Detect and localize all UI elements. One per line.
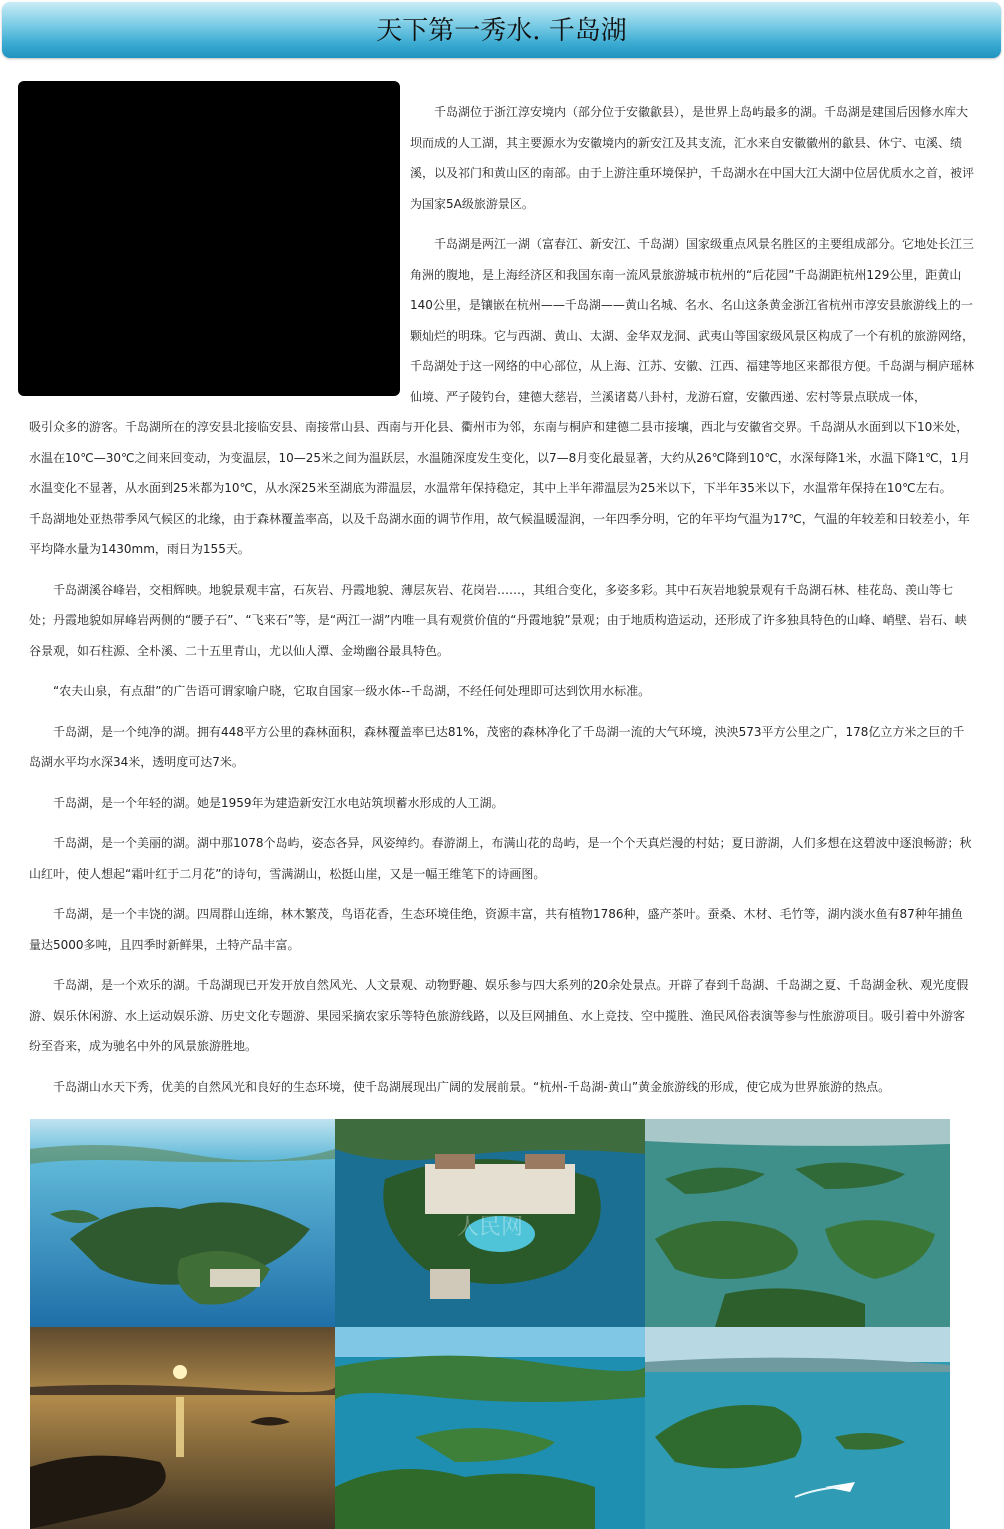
paragraph-landscape: 千岛湖溪谷峰岩，交相辉映。地貌景观丰富，石灰岩、丹霞地貌、薄层灰岩、花岗岩……，其组合变化，多姿多彩。其中石灰岩地貌景观有千岛湖石林、桂花岛、羡山等七处；丹霞地貌如屏峰岩两侧的“腰子石”、“飞来石”等，是“两江一湖”内唯一具有观赏价值的“丹霞地貌”景观；由于地质构造运动，还形成了许多独具特色的山峰、峭壁、岩石、峡谷景观，如石柱源、全朴溪、二十五里青山，尤以仙人潭、金坳幽谷最具特色。 [29,582,967,658]
page-header [2,2,1001,58]
paragraph-future: 千岛湖山水天下秀，优美的自然风光和良好的生态环境，使千岛湖展现出广阔的发展前景。“杭州-千岛湖-黄山”黄金旅游线的形成，使它成为世界旅游的热点。 [53,1079,891,1094]
photo-lake-with-trees [335,1327,645,1529]
paragraph-water: “农夫山泉，有点甜”的广告语可谓家喻户晓，它取自国家一级水体--千岛湖，不经任何处理即可达到饮用水标准。 [53,684,651,698]
photo-gallery [30,1119,950,1529]
paragraph-intro: 千岛湖位于浙江淳安境内（部分位于安徽歙县），是世界上岛屿最多的湖。千岛湖是建国后因修水库大坝而成的人工湖，其主要源水为安徽境内的新安江及其支流，汇水来自安徽徽州的歙县、休宁、屯溪、绩溪，以及祁门和黄山区的南部。由于上游注重环境保护，千岛湖水在中国大江大湖中位居优质水之首，被评为国家5A级旅游景区。 [410,105,975,211]
photo-green-islands [645,1119,950,1327]
wrapped-text-block [410,97,974,412]
photo-aerial-islands [30,1119,335,1327]
page-title: 天下第一秀水. 千岛湖 [376,16,627,46]
paragraph-climate: 吸引众多的游客。千岛湖所在的淳安县北接临安县、南接常山县、西南与开化县、衢州市为邻，东南与桐庐和建德二县市接壤，西北与安徽省交界。千岛湖从水面到以下10米处，水温在10℃—30℃之间来回变动，为变温层，10—25米之间为温跃层，水温随深度发生变化，以7—8月变化最显著，大约从26℃降到10℃，水深每降1米，水温下降1℃，1月水温变化不显著，从水面到25米都为10℃，从水深25米至湖底为滞温层，水温常年保持稳定，其中上半年滞温层为25米以下，下半年35米以下，水温常年保持在10℃左右。 千岛湖地处亚热带季风气候区的北缘，由于森林覆盖率高，以及千岛湖水面的调节作用，故气候温暖湿润，一年四季分明，它的年平均气温为17℃，气温的年较差和日较差小，年平均降水量为1430mm，雨日为155天。 [29,420,971,556]
paragraph-young: 千岛湖，是一个年轻的湖。她是1959年为建造新安江水电站筑坝蓄水形成的人工湖。 [53,795,504,810]
paragraph-rich: 千岛湖，是一个丰饶的湖。四周群山连绵，林木繁茂，鸟语花香，生态环境佳绝，资源丰富，共有植物1786种，盛产茶叶。蚕桑、木材、毛竹等，湖内淡水鱼有87种年捕鱼量达5000多吨，且四季时新鲜果，土特产品丰富。 [29,907,963,952]
article-body [29,97,974,1112]
paragraph-location: 千岛湖是两江一湖（富春江、新安江、千岛湖）国家级重点风景名胜区的主要组成部分。它地处长江三角洲的腹地，是上海经济区和我国东南一流风景旅游城市杭州的“后花园”千岛湖距杭州129公里，距黄山140公里，是镶嵌在杭州——千岛湖——黄山名城、名水、名山这条黄金浙江省杭州市淳安县旅游线上的一颗灿烂的明珠。它与西湖、黄山、太湖、金华双龙洞、武夷山等国家级风景区构成了一个有机的旅游网络，千岛湖处于这一网络的中心部位，从上海、江苏、安徽、江西、福建等地区来都很方便。千岛湖与桐庐瑶林仙境、严子陵钓台，建德大慈岩，兰溪诸葛八卦村，龙游石窟，安徽西递、宏村等景点联成一体， [410,237,975,404]
photo-sunset-lake [30,1327,335,1529]
paragraph-pure: 千岛湖，是一个纯净的湖。拥有448平方公里的森林面积，森林覆盖率已达81%，茂密的森林净化了千岛湖一流的大气环境，泱泱573平方公里之广，178亿立方米之巨的千岛湖水平均水深34米，透明度可达7米。 [29,724,965,769]
photo-watermark: 人民网 [456,1215,524,1240]
photo-resort-island [335,1119,645,1327]
photo-boat-islands [645,1327,950,1529]
paragraph-joyful: 千岛湖，是一个欢乐的湖。千岛湖现已开发开放自然风光、人文景观、动物野趣、娱乐参与四大系列的20余处景点。开辟了春到千岛湖、千岛湖之夏、千岛湖金秋、观光度假游、娱乐休闲游、水上运动娱乐游、历史文化专题游、果园采摘农家乐等特色旅游线路，以及巨网捕鱼、水上竞技、空中揽胜、渔民风俗表演等参与性旅游项目。吸引着中外游客纷至沓来，成为驰名中外的风景旅游胜地。 [29,978,969,1053]
paragraph-beautiful: 千岛湖，是一个美丽的湖。湖中那1078个岛屿，姿态各异，风姿绰约。春游湖上，布满山花的岛屿，是一个个天真烂漫的村姑；夏日游湖，人们多想在这碧波中逐浪畅游；秋山红叶，使人想起“霜叶红于二月花”的诗句，雪满湖山，松挺山崖，又是一幅王维笔下的诗画图。 [29,836,972,881]
